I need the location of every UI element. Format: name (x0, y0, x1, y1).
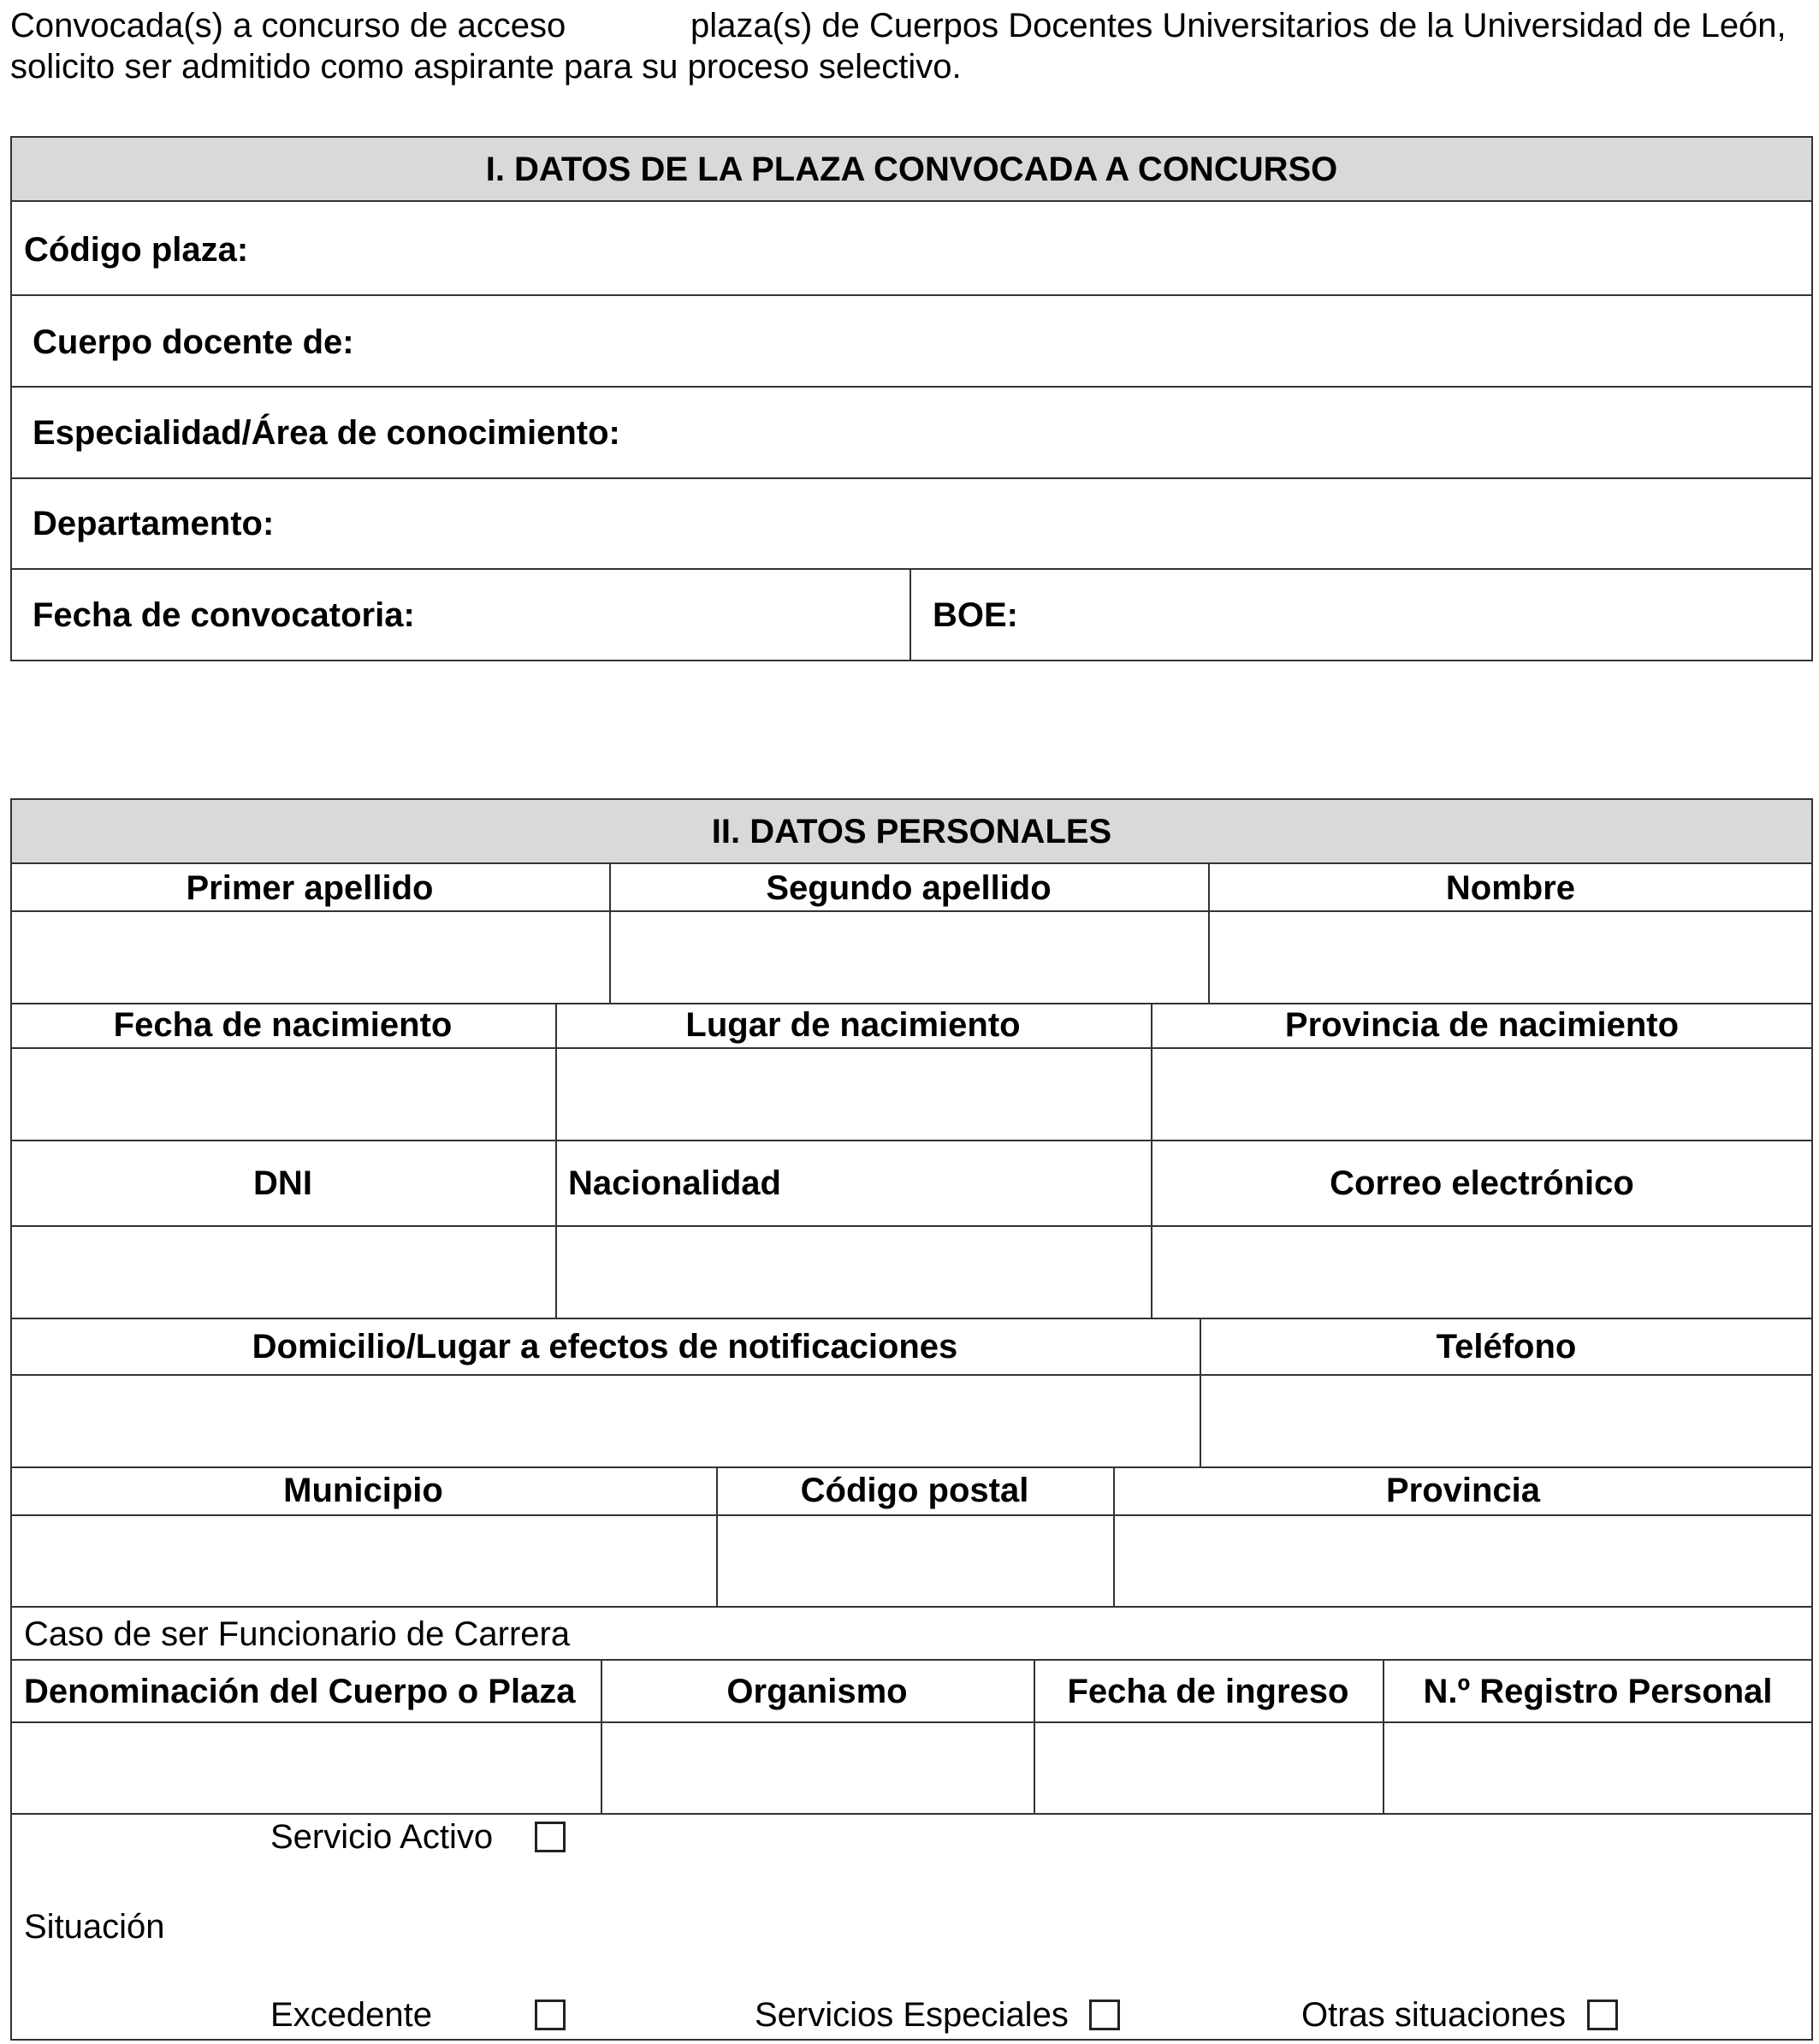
provincia-nacimiento-label: Provincia de nacimiento (1284, 1006, 1680, 1044)
intro-line-1b: plaza(s) de Cuerpos Docentes Universitarios de la Universidad de León, (690, 7, 1786, 44)
divider (10, 1047, 1813, 1049)
divider (10, 1466, 1813, 1468)
intro-line-1a: Convocada(s) a concurso de acceso (10, 7, 566, 44)
divider (10, 1514, 1813, 1516)
otras-situaciones-label: Otras situaciones (1301, 1996, 1567, 2034)
divider (10, 1225, 1813, 1227)
codigo-postal-label: Código postal (800, 1472, 1029, 1509)
intro-line-2: solicito ser admitido como aspirante para su proceso selectivo. (10, 48, 962, 86)
divider (10, 200, 1813, 202)
divider (910, 568, 911, 661)
provincia-label: Provincia (1385, 1472, 1541, 1509)
divider (10, 386, 1813, 388)
divider (10, 910, 1813, 912)
section1-title: I. DATOS DE LA PLAZA CONVOCADA A CONCURSO (485, 151, 1338, 188)
divider (555, 1003, 557, 1318)
denominacion-label: Denominación del Cuerpo o Plaza (24, 1673, 576, 1710)
correo-label: Correo electrónico (1330, 1164, 1634, 1202)
fecha-ingreso-label: Fecha de ingreso (1067, 1673, 1349, 1710)
nombre-label: Nombre (1445, 869, 1576, 907)
divider (10, 1374, 1813, 1376)
boe-label: BOE: (933, 596, 1018, 634)
situacion-label: Situación (24, 1908, 165, 1946)
registro-personal-label: N.º Registro Personal (1423, 1673, 1773, 1710)
servicio-activo-label: Servicio Activo (270, 1818, 494, 1856)
fecha-nacimiento-label: Fecha de nacimiento (113, 1006, 453, 1044)
primer-apellido-label: Primer apellido (186, 869, 434, 907)
codigo-plaza-label: Código plaza: (24, 231, 249, 269)
fecha-convocatoria-label: Fecha de convocatoria: (33, 596, 415, 634)
domicilio-label: Domicilio/Lugar a efectos de notificaciones (252, 1328, 958, 1366)
servicios-especiales-checkbox[interactable] (1089, 2000, 1120, 2030)
excedente-label: Excedente (270, 1996, 433, 2034)
divider (10, 1318, 1813, 1319)
section2-title: II. DATOS PERSONALES (711, 813, 1112, 850)
dni-label: DNI (253, 1164, 312, 1202)
servicio-activo-checkbox[interactable] (535, 1822, 566, 1852)
divider (10, 1659, 1813, 1661)
caso-funcionario-label: Caso de ser Funcionario de Carrera (24, 1615, 571, 1653)
divider (10, 1721, 1813, 1723)
cuerpo-docente-label: Cuerpo docente de: (33, 323, 354, 361)
divider (10, 294, 1813, 296)
municipio-label: Municipio (283, 1472, 443, 1509)
divider (10, 1606, 1813, 1608)
excedente-checkbox[interactable] (535, 2000, 566, 2030)
telefono-label: Teléfono (1436, 1328, 1577, 1366)
especialidad-label: Especialidad/Área de conocimiento: (33, 414, 620, 452)
divider (10, 1813, 1813, 1815)
divider (10, 568, 1813, 570)
lugar-nacimiento-label: Lugar de nacimiento (685, 1006, 1021, 1044)
divider (10, 862, 1813, 864)
segundo-apellido-label: Segundo apellido (766, 869, 1052, 907)
otras-situaciones-checkbox[interactable] (1587, 2000, 1618, 2030)
divider (10, 477, 1813, 479)
section1-frame (10, 136, 1813, 661)
divider (1151, 1003, 1152, 1318)
divider (10, 1140, 1813, 1141)
departamento-label: Departamento: (33, 505, 275, 542)
organismo-label: Organismo (726, 1673, 908, 1710)
nacionalidad-label: Nacionalidad (568, 1164, 781, 1202)
servicios-especiales-label: Servicios Especiales (755, 1996, 1069, 2034)
